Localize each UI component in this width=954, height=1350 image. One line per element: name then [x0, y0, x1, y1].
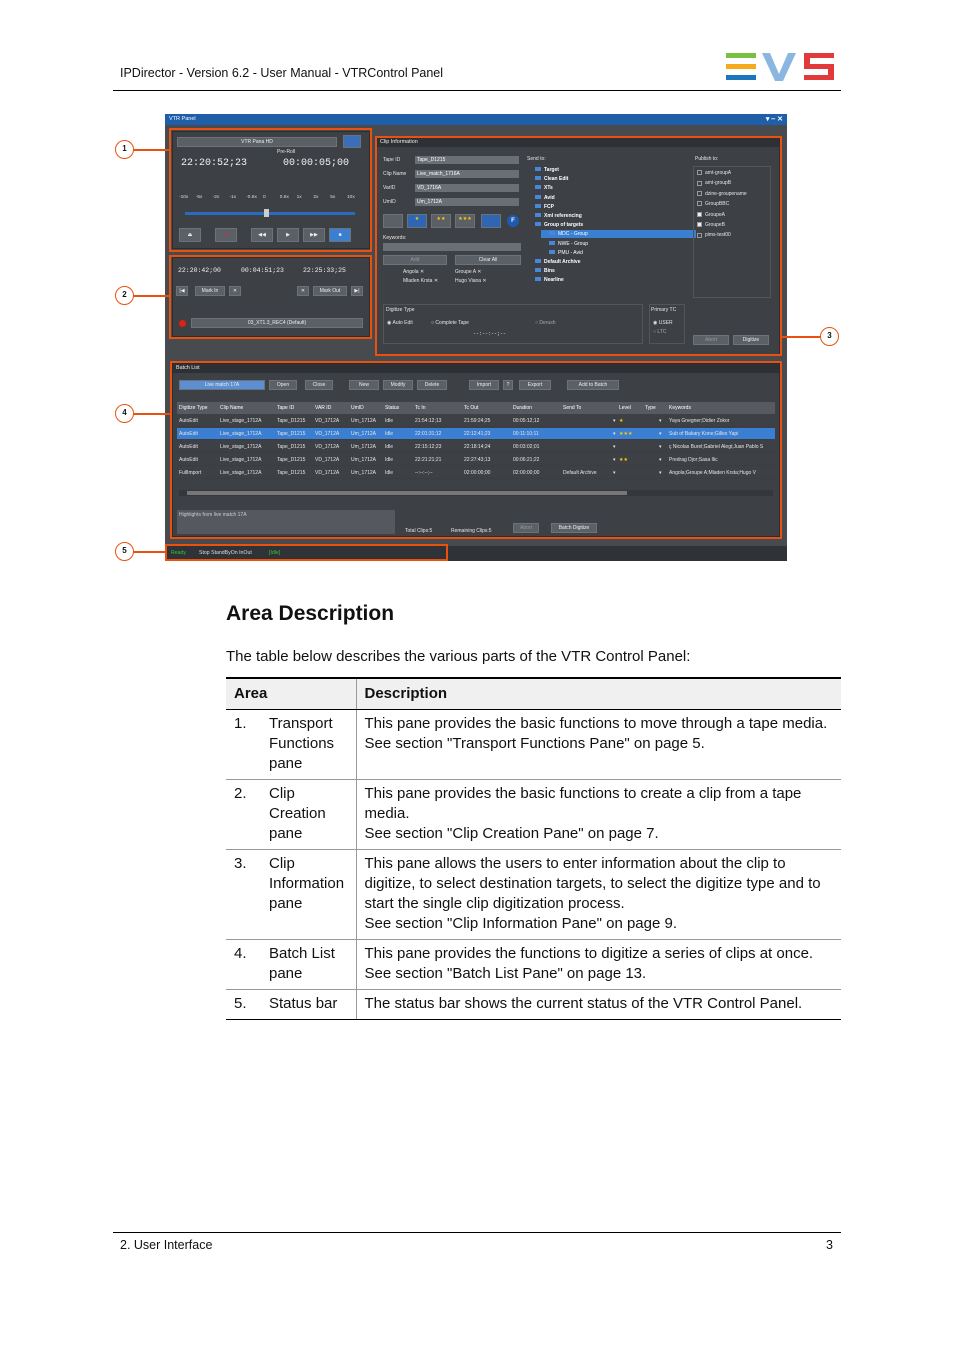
send-to-item-label: Avid: [544, 194, 555, 201]
batch-toolbar-button[interactable]: Import: [469, 380, 499, 390]
evs-logo: [726, 53, 834, 81]
level-3-button[interactable]: ★★★: [455, 214, 475, 228]
col-area-header: Area: [226, 678, 356, 710]
table-cell: Live_stage_1712A: [220, 418, 262, 424]
table-cell: Predrag Djor;Sasa Ilic: [669, 457, 718, 463]
table-cell: VD_1712A: [315, 418, 340, 424]
derush-radio[interactable]: ○ Derush: [535, 320, 556, 326]
clip-name-field[interactable]: Live_match_1716A: [415, 170, 519, 178]
preroll-label: Pre-Roll: [277, 149, 296, 155]
tc-range: --:--:--;--: [473, 331, 507, 337]
level-1-button[interactable]: ★: [407, 214, 427, 228]
area-description-text: This pane allows the users to enter information about the clip to digitize, to select destination targets, to select the digitize type and to start the single clip digitization process.: [364, 855, 821, 912]
column-header[interactable]: UmID: [351, 405, 364, 411]
clip-name-label: Clip Name: [383, 171, 407, 177]
publish-item-label: GroupBBC: [705, 201, 730, 208]
area-table-body: [226, 710, 841, 1020]
window-title: VTR Panel: [169, 116, 196, 122]
keyword-tag[interactable]: Mladen Krsta ✕: [403, 278, 439, 284]
tc-out-value: 22:25:33;25: [303, 267, 346, 274]
column-header[interactable]: Digitize Type: [179, 405, 208, 411]
section-intro: The table below describes the various parts of the VTR Control Panel:: [226, 648, 691, 665]
clear-in-icon[interactable]: ✕: [229, 286, 241, 296]
send-to-item-label: MDC - Group: [558, 231, 588, 238]
record-button[interactable]: ●: [215, 228, 237, 242]
eject-button[interactable]: ⏏: [179, 228, 201, 242]
area-description: [356, 710, 841, 780]
table-cell: 21:54:12;13: [415, 418, 442, 424]
table-cell: 22:12:41;23: [464, 431, 491, 437]
send-to-item-label: XTs: [544, 185, 553, 192]
table-cell: ★: [619, 418, 624, 424]
column-header[interactable]: Tc In: [415, 405, 426, 411]
table-cell: Idle: [385, 457, 394, 463]
table-cell: Angola;Groupe A;Mladen Krsta;Hugo V: [669, 470, 756, 476]
area-row: [226, 850, 841, 940]
table-cell: Live_stage_1712A: [220, 470, 262, 476]
area-row: [226, 940, 841, 990]
speed-tick-label[interactable]: -10x: [179, 195, 189, 200]
area-number: 5.: [226, 990, 261, 1020]
table-cell: AutoEdit: [179, 418, 198, 424]
area-section-reference[interactable]: See section "Transport Functions Pane" on page 5.: [364, 735, 705, 752]
column-header[interactable]: Tc Out: [464, 405, 479, 411]
speed-tick-label[interactable]: 10x: [347, 195, 355, 200]
status-mode: Stop StandByOn InOut: [199, 550, 252, 556]
area-description: [356, 940, 841, 990]
play-button[interactable]: ▶: [277, 228, 299, 242]
speed-tick-label[interactable]: 0.5x: [279, 195, 289, 200]
table-cell: Tape_D1215: [277, 444, 306, 450]
table-header-row: [226, 678, 841, 710]
area-section-reference[interactable]: See section "Clip Information Pane" on page 9.: [364, 915, 678, 932]
publish-item-label: dzine-groupename: [705, 190, 747, 197]
table-cell: VD_1712A: [315, 457, 340, 463]
varid-label: VarID: [383, 185, 396, 191]
status-ready: Ready: [171, 550, 186, 556]
table-cell: VD_1712A: [315, 444, 340, 450]
table-cell: 00:03:02;01: [513, 444, 540, 450]
speed-tick-label[interactable]: 1x: [296, 195, 302, 200]
stop-button[interactable]: ■: [329, 228, 351, 242]
keywords-label: Keywords:: [383, 235, 407, 241]
tc-in-value: 22:20:42;00: [178, 267, 221, 274]
table-cell: Idle: [385, 470, 394, 476]
abort-button[interactable]: Abort: [693, 335, 729, 345]
callout-box-5: [165, 544, 448, 561]
table-cell: Tape_D1215: [277, 431, 306, 437]
total-clips: Total Clips:5: [405, 528, 433, 534]
area-row: [226, 710, 841, 780]
callout-number-1: 1: [115, 140, 134, 159]
area-section-reference[interactable]: See section "Clip Creation Pane" on page 7.: [364, 825, 659, 842]
mark-out-button[interactable]: Mark Out: [313, 286, 347, 296]
recorder-selector[interactable]: 03_XT1.3_REC4 (Default): [191, 318, 363, 328]
favorite-icon[interactable]: F: [507, 215, 519, 227]
table-cell: 00:11:10;11: [513, 431, 539, 437]
area-row: [226, 990, 841, 1020]
callout-box-2: [169, 255, 372, 339]
add-keyword-button[interactable]: Add: [383, 255, 447, 265]
table-cell: Idle: [385, 444, 394, 450]
speed-tick-label[interactable]: -0.5x: [246, 195, 257, 200]
clip-info-header: Clip Information: [377, 138, 779, 147]
area-description-text: This pane provides the basic functions to create a clip from a tape media.: [364, 785, 802, 822]
table-cell: Live_stage_1712A: [220, 431, 262, 437]
column-header[interactable]: Clip Name: [220, 405, 244, 411]
table-cell: 00:05:12;12: [513, 418, 540, 424]
dropdown-icon[interactable]: ▾: [659, 444, 662, 450]
window-titlebar: [165, 114, 787, 125]
batch-toolbar-button[interactable]: New: [349, 380, 379, 390]
table-cell: AutoEdit: [179, 431, 198, 437]
table-cell: Tape_D1215: [277, 457, 306, 463]
callout-number-2: 2: [115, 286, 134, 305]
area-description-text: This pane provides the functions to digitize a series of clips at once.: [364, 945, 814, 962]
table-cell: Sub of Bakary Kone;Gilles Yapi: [669, 431, 739, 437]
send-to-item-label: Bins: [544, 268, 555, 275]
digitize-type-label: Digitize Type: [386, 307, 415, 313]
send-to-item-label: Clean Edit: [544, 176, 569, 183]
table-cell: 21:59:24;25: [464, 418, 491, 424]
column-header[interactable]: Level: [619, 405, 631, 411]
table-cell: AutoEdit: [179, 457, 198, 463]
table-cell: Yaya Gnegner;Didier Zokor: [669, 418, 730, 424]
tape-id-field[interactable]: Tape_D1215: [415, 156, 519, 164]
ltc-radio[interactable]: ○ LTC: [653, 329, 667, 335]
area-name: Status bar: [261, 990, 356, 1020]
remaining-clips: Remaining Clips:5: [451, 528, 492, 534]
dropdown-icon[interactable]: ▾: [613, 431, 616, 437]
callout-line-2: [133, 295, 169, 297]
area-name: Transport Functions pane: [261, 710, 356, 780]
table-cell: Um_1712A: [351, 457, 377, 463]
table-cell: Live_stage_1712A: [220, 444, 262, 450]
publish-to-label: Publish to:: [695, 156, 719, 162]
dropdown-icon[interactable]: ▾: [659, 457, 662, 463]
batch-abort-button[interactable]: Abort: [513, 523, 539, 533]
area-description: [356, 850, 841, 940]
table-cell: ç Nicolas Burel;Gabriel Alegi;Juan Pablo S: [669, 444, 764, 450]
area-section-reference[interactable]: See section "Batch List Pane" on page 13.: [364, 965, 647, 982]
send-to-item-label: Nearline: [544, 277, 564, 284]
table-cell: VD_1712A: [315, 431, 340, 437]
dropdown-icon[interactable]: ▾: [613, 457, 616, 463]
publish-item-label: amt-groupA: [705, 170, 732, 176]
table-cell: Um_1712A: [351, 418, 377, 424]
footer-rule: [113, 1232, 841, 1233]
publish-item-label: amt-groupB: [705, 180, 732, 187]
callout-number-5: 5: [115, 542, 134, 561]
speed-tick-label[interactable]: 0: [263, 195, 266, 200]
batch-toolbar-button[interactable]: Modify: [383, 380, 413, 390]
rewind-button[interactable]: ◀◀: [251, 228, 273, 242]
device-selector[interactable]: VTR Pana HD: [177, 137, 337, 147]
table-cell: 22:15:12;23: [415, 444, 442, 450]
section-title: Area Description: [226, 602, 395, 625]
auto-edit-radio[interactable]: ◉ Auto Edit: [387, 320, 413, 326]
fast-forward-button[interactable]: ▶▶: [303, 228, 325, 242]
area-description: [356, 780, 841, 850]
table-cell: 02:00:00;00: [513, 470, 540, 476]
batch-toolbar-button[interactable]: Delete: [417, 380, 447, 390]
derush-label: Derush: [539, 320, 556, 326]
current-timecode: 22:20:52;23: [181, 158, 248, 169]
batch-list-header: Batch List: [173, 364, 779, 373]
area-name: Clip Information pane: [261, 850, 356, 940]
send-to-item-label: FCP: [544, 203, 554, 210]
area-number: 1.: [226, 710, 261, 780]
table-cell: Um_1712A: [351, 431, 377, 437]
area-number: 3.: [226, 850, 261, 940]
batch-toolbar-button[interactable]: Close: [305, 380, 333, 390]
table-cell: 00:06:21;22: [513, 457, 540, 463]
dropdown-icon[interactable]: ▾: [613, 470, 616, 476]
batch-digitize-button[interactable]: Batch Digitize: [551, 523, 597, 533]
table-cell: 22:18:14;24: [464, 444, 491, 450]
varid-field[interactable]: VD_1716A: [415, 184, 519, 192]
complete-tape-radio[interactable]: ○ Complete Tape: [431, 320, 469, 326]
send-to-item-label: PMU - Avid: [558, 249, 583, 256]
table-cell: Idle: [385, 418, 394, 424]
publish-item-label: GroupeA: [705, 211, 726, 218]
table-cell: Um_1712A: [351, 470, 377, 476]
table-cell: Tape_D1215: [277, 418, 306, 424]
table-cell: VD_1712A: [315, 470, 340, 476]
column-header[interactable]: Duration: [513, 405, 532, 411]
mark-in-button[interactable]: Mark In: [195, 286, 225, 296]
table-cell: 22:27:43;13: [464, 457, 491, 463]
area-description-table: [226, 677, 841, 1020]
table-cell: 02:00:00;00: [464, 470, 491, 476]
clear-out-icon[interactable]: ✕: [297, 286, 309, 296]
column-header[interactable]: Tape ID: [277, 405, 295, 411]
umid-label: UmID: [383, 199, 396, 205]
send-to-item-label: Target: [544, 167, 559, 173]
area-row: [226, 780, 841, 850]
user-label: USER: [658, 320, 673, 326]
table-cell: Live_stage_1712A: [220, 457, 262, 463]
callout-box-3: [375, 136, 782, 356]
complete-tape-label: Complete Tape: [435, 320, 469, 326]
goto-out-icon[interactable]: ▶|: [351, 286, 363, 296]
batch-notes-field[interactable]: Highlights from live match 17A: [177, 510, 395, 534]
column-header[interactable]: Send To: [563, 405, 582, 411]
area-name: Clip Creation pane: [261, 780, 356, 850]
clear-all-button[interactable]: Clear All: [455, 255, 521, 265]
primary-tc-label: Primary TC: [651, 307, 677, 313]
keyword-tag[interactable]: Angola ✕: [403, 269, 425, 275]
batch-toolbar-button[interactable]: Open: [269, 380, 297, 390]
goto-in-icon[interactable]: |◀: [176, 286, 188, 296]
speed-tick-label[interactable]: 2x: [313, 195, 319, 200]
table-cell: Default Archive: [563, 470, 597, 476]
header-title: IPDirector - Version 6.2 - User Manual - VTRControl Panel: [120, 66, 444, 80]
send-to-label: Send to:: [527, 156, 546, 162]
table-cell: FullImport: [179, 470, 202, 476]
table-cell: ★★: [619, 457, 628, 463]
keyword-tag[interactable]: Hugo Viana ✕: [455, 278, 487, 284]
batch-toolbar-button[interactable]: Export: [519, 380, 551, 390]
dropdown-icon[interactable]: ▾: [613, 444, 616, 450]
callout-line-3: [782, 336, 820, 338]
speed-tick-label[interactable]: -5x: [195, 195, 203, 200]
speed-tick-label[interactable]: -2x: [212, 195, 220, 200]
callout-box-1: [169, 128, 372, 252]
area-description-text: This pane provides the basic functions to move through a tape media.: [364, 715, 828, 732]
table-cell: Idle: [385, 431, 394, 437]
digitize-button[interactable]: Digitize: [733, 335, 769, 345]
dropdown-icon[interactable]: ▾: [659, 431, 662, 437]
callout-box-4: [170, 361, 782, 539]
publish-item-label: GroupeB: [705, 222, 726, 228]
area-name: Batch List pane: [261, 940, 356, 990]
table-cell: AutoEdit: [179, 444, 198, 450]
user-radio[interactable]: ◉ USER: [653, 320, 673, 326]
status-idle: [Idle]: [269, 550, 281, 556]
dropdown-icon[interactable]: ▾: [613, 418, 616, 424]
dropdown-icon[interactable]: ▾: [659, 470, 662, 476]
umid-field[interactable]: Um_1712A: [415, 198, 519, 206]
table-cell: --:--:--;--: [415, 470, 433, 476]
batch-toolbar-button[interactable]: Add to Batch: [567, 380, 619, 390]
footer-chapter: 2. User Interface: [120, 1238, 213, 1252]
callout-line-5: [133, 551, 166, 553]
batch-toolbar-button[interactable]: Live match 17A: [179, 380, 265, 390]
column-header[interactable]: Status: [385, 405, 400, 411]
dropdown-icon[interactable]: ▾: [659, 418, 662, 424]
area-description-text: The status bar shows the current status of the VTR Control Panel.: [364, 995, 803, 1012]
tape-id-label: Tape ID: [383, 157, 401, 163]
area-number: 4.: [226, 940, 261, 990]
send-to-item-label: Xml referencing: [544, 213, 582, 219]
table-cell: 22:01:31;12: [415, 431, 442, 437]
callout-number-3: 3: [820, 327, 839, 346]
auto-edit-label: Auto Edit: [392, 320, 413, 326]
speed-tick-label[interactable]: -1x: [229, 195, 237, 200]
ltc-label: LTC: [657, 329, 667, 335]
vtr-panel-screenshot: [165, 114, 787, 561]
column-header[interactable]: Type: [645, 405, 656, 411]
column-header[interactable]: VAR ID: [315, 405, 332, 411]
publish-item-label: pims-test00: [705, 232, 731, 239]
col-description-header: Description: [356, 678, 841, 710]
preroll-value: 00:00:05;00: [283, 158, 350, 169]
send-to-item-label: NWE - Group: [558, 240, 589, 247]
batch-toolbar-button[interactable]: ?: [503, 380, 513, 390]
send-to-item-label: Default Archive: [544, 259, 581, 265]
page-number: 3: [826, 1238, 833, 1252]
speed-tick-label[interactable]: 5x: [330, 195, 336, 200]
area-description: [356, 990, 841, 1020]
callout-line-4: [133, 413, 170, 415]
area-number: 2.: [226, 780, 261, 850]
send-to-item-label: Group of targets: [544, 222, 584, 229]
header-rule: [113, 90, 841, 91]
duration-value: 00:04:51;23: [241, 267, 284, 274]
window-controls-icon[interactable]: ▾ ‒ ✕: [765, 116, 783, 123]
table-cell: Tape_D1215: [277, 470, 306, 476]
level-2-button[interactable]: ★★: [431, 214, 451, 228]
table-cell: ★★★: [619, 431, 633, 437]
table-cell: Um_1712A: [351, 444, 377, 450]
column-header[interactable]: Keywords: [669, 405, 691, 411]
keyword-tag[interactable]: Groupe A ✕: [455, 269, 482, 275]
table-cell: 22:21:21;21: [415, 457, 442, 463]
callout-number-4: 4: [115, 404, 134, 423]
callout-line-1: [133, 149, 169, 151]
